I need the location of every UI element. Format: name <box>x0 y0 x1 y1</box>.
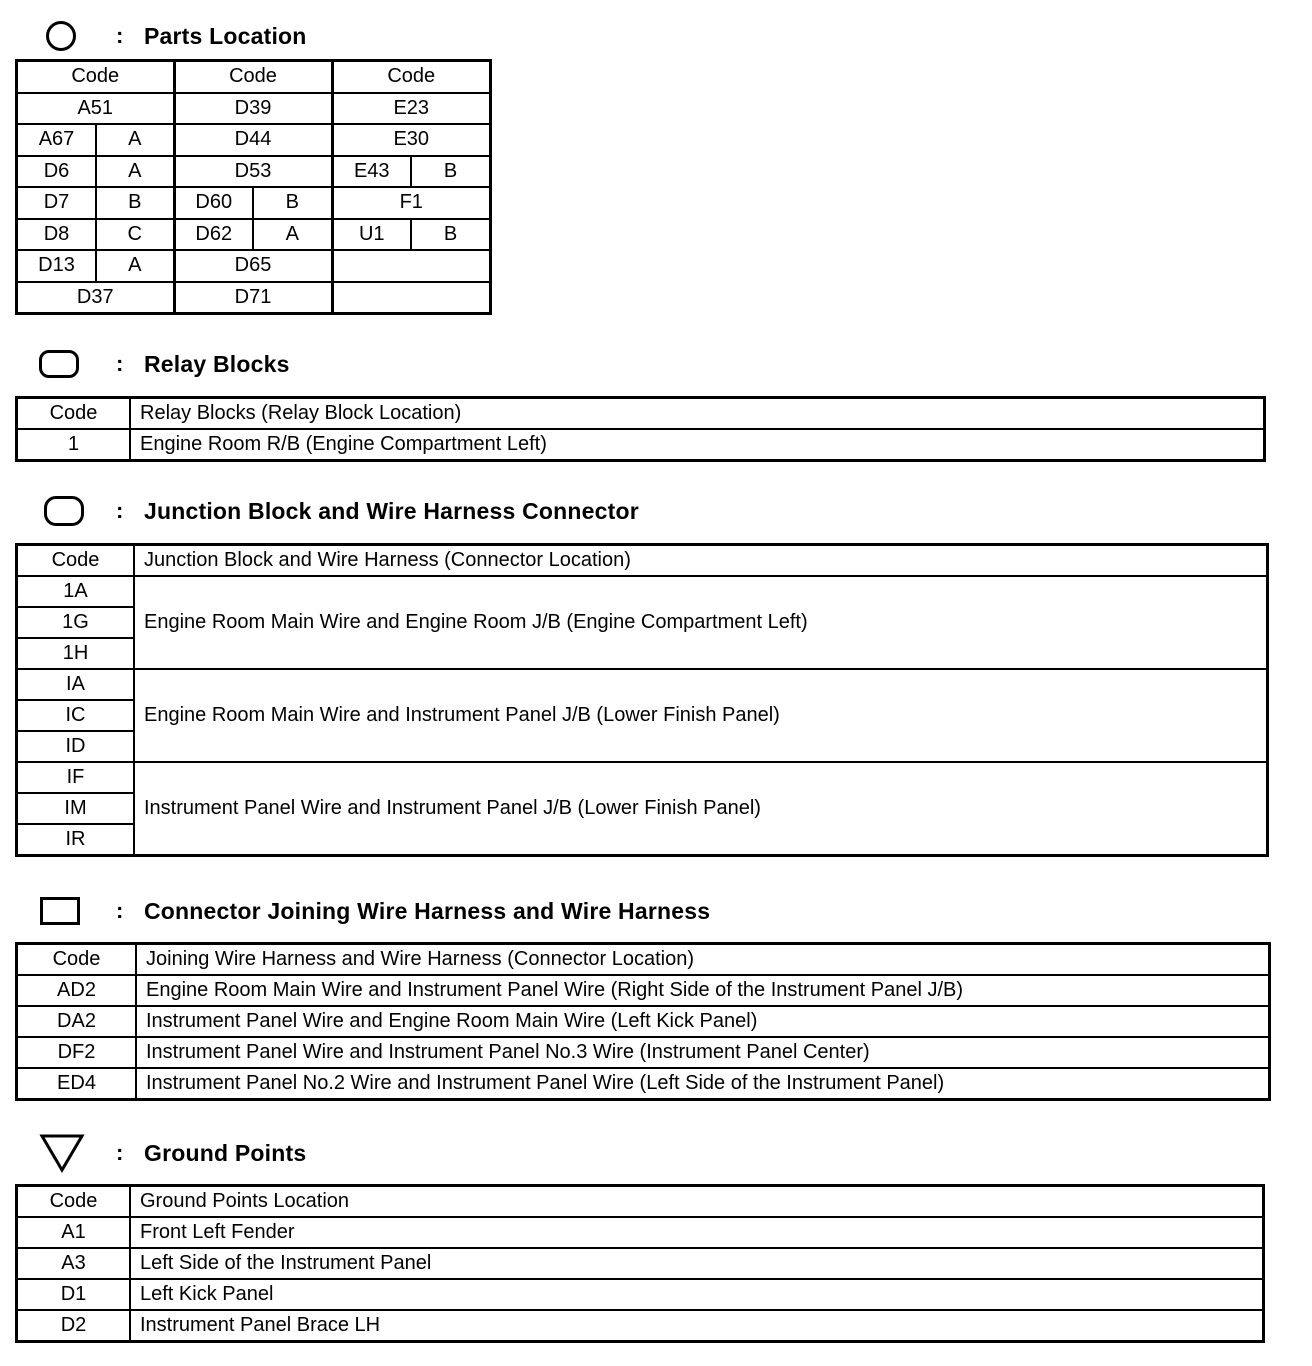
code-cell: D8 <box>17 219 96 251</box>
code-cell: E30 <box>332 124 490 156</box>
code-cell: AD2 <box>17 975 136 1006</box>
code-cell: D71 <box>174 282 332 314</box>
code-cell: DA2 <box>17 1006 136 1037</box>
table-row <box>17 93 490 125</box>
table-header-row <box>17 398 1264 429</box>
code-cell: ID <box>17 731 134 762</box>
table-row <box>17 1068 1269 1099</box>
sub-cell: A <box>253 219 332 251</box>
sub-cell: C <box>96 219 174 251</box>
table-header-row <box>17 1186 1263 1217</box>
code-cell: IR <box>17 824 134 855</box>
table-header-row <box>17 545 1267 576</box>
code-cell: D53 <box>174 156 332 188</box>
section-title: Relay Blocks <box>144 350 290 377</box>
code-cell: D6 <box>17 156 96 188</box>
header-code-cell: Code <box>17 545 134 576</box>
rounded-rect-icon <box>38 344 94 384</box>
table-row <box>17 1248 1263 1279</box>
desc-cell: Engine Room R/B (Engine Compartment Left) <box>130 429 1264 460</box>
ground-points-table <box>16 1185 1264 1342</box>
relay-blocks-table <box>16 397 1265 461</box>
code-cell: D44 <box>174 124 332 156</box>
code-cell: ED4 <box>17 1068 136 1099</box>
table-row <box>17 1006 1269 1037</box>
sub-cell: A <box>96 124 174 156</box>
header-code-cell: Code <box>17 944 136 975</box>
table-row <box>17 1217 1263 1248</box>
desc-cell: Instrument Panel Wire and Instrument Panel No.3 Wire (Instrument Panel Center) <box>136 1037 1269 1068</box>
code-cell: D62 <box>174 219 253 251</box>
code-cell: IF <box>17 762 134 793</box>
code-cell: D39 <box>174 93 332 125</box>
relay-blocks-header <box>38 344 290 384</box>
table-header-row <box>17 61 490 93</box>
header-code-cell: Code <box>17 398 130 429</box>
code-cell: D1 <box>17 1279 130 1310</box>
code-cell: 1 <box>17 429 130 460</box>
code-cell: E43 <box>332 156 411 188</box>
table-row <box>17 669 1267 700</box>
table-header-row <box>17 944 1269 975</box>
connector-table <box>16 943 1270 1100</box>
code-cell: 1H <box>17 638 134 669</box>
desc-cell: Left Side of the Instrument Panel <box>130 1248 1263 1279</box>
table-row <box>17 282 490 314</box>
table-row <box>17 576 1267 607</box>
table-row <box>17 429 1264 460</box>
ground-points-header <box>38 1133 306 1173</box>
desc-cell: Instrument Panel No.2 Wire and Instrument Panel Wire (Left Side of the Instrument Panel) <box>136 1068 1269 1099</box>
code-cell: E23 <box>332 93 490 125</box>
table-row <box>17 975 1269 1006</box>
header-desc-cell: Ground Points Location <box>130 1186 1263 1217</box>
desc-cell: Engine Room Main Wire and Instrument Panel Wire (Right Side of the Instrument Panel J/B) <box>136 975 1269 1006</box>
code-cell: 1A <box>17 576 134 607</box>
table-row <box>17 1310 1263 1341</box>
sub-cell: B <box>411 219 490 251</box>
desc-cell: Instrument Panel Wire and Engine Room Main Wire (Left Kick Panel) <box>136 1006 1269 1037</box>
sub-cell: B <box>96 187 174 219</box>
table-row <box>17 187 490 219</box>
table-row <box>17 1037 1269 1068</box>
section-title: Junction Block and Wire Harness Connector <box>144 497 639 524</box>
header-desc-cell: Relay Blocks (Relay Block Location) <box>130 398 1264 429</box>
junction-block-header <box>38 491 639 531</box>
sub-cell: B <box>411 156 490 188</box>
code-cell: A51 <box>17 93 174 125</box>
parts-location-header <box>38 16 307 56</box>
code-cell: D65 <box>174 250 332 282</box>
desc-cell: Engine Room Main Wire and Engine Room J/B (Engine Compartment Left) <box>134 576 1267 669</box>
table-row <box>17 124 490 156</box>
table-row <box>17 156 490 188</box>
code-cell: IA <box>17 669 134 700</box>
section-title: Parts Location <box>144 22 307 49</box>
code-cell: A3 <box>17 1248 130 1279</box>
table-row <box>17 219 490 251</box>
code-cell: DF2 <box>17 1037 136 1068</box>
code-cell <box>332 250 490 282</box>
desc-cell: Instrument Panel Wire and Instrument Panel J/B (Lower Finish Panel) <box>134 762 1267 855</box>
header-desc-cell: Junction Block and Wire Harness (Connector Location) <box>134 545 1267 576</box>
code-cell: D60 <box>174 187 253 219</box>
circle-icon <box>38 16 94 56</box>
table-row <box>17 762 1267 793</box>
header-cell: Code <box>174 61 332 93</box>
section-colon: : <box>116 351 124 376</box>
junction-block-table <box>16 544 1268 856</box>
section-colon: : <box>116 498 124 523</box>
desc-cell: Instrument Panel Brace LH <box>130 1310 1263 1341</box>
section-title: Ground Points <box>144 1139 307 1166</box>
sub-cell: A <box>96 156 174 188</box>
code-cell: A67 <box>17 124 96 156</box>
code-cell: F1 <box>332 187 490 219</box>
code-cell: 1G <box>17 607 134 638</box>
sub-cell: B <box>253 187 332 219</box>
code-cell: D13 <box>17 250 96 282</box>
connector-header <box>38 891 710 931</box>
code-cell: A1 <box>17 1217 130 1248</box>
header-code-cell: Code <box>17 1186 130 1217</box>
table-row <box>17 250 490 282</box>
desc-cell: Front Left Fender <box>130 1217 1263 1248</box>
square-icon <box>38 891 94 931</box>
code-cell: D37 <box>17 282 174 314</box>
section-colon: : <box>116 1140 124 1165</box>
section-colon: : <box>116 23 124 48</box>
header-desc-cell: Joining Wire Harness and Wire Harness (Connector Location) <box>136 944 1269 975</box>
code-cell: IC <box>17 700 134 731</box>
code-cell: D7 <box>17 187 96 219</box>
code-cell: IM <box>17 793 134 824</box>
code-cell <box>332 282 490 314</box>
desc-cell: Left Kick Panel <box>130 1279 1263 1310</box>
section-colon: : <box>116 898 124 923</box>
triangle-down-icon <box>38 1133 94 1173</box>
desc-cell: Engine Room Main Wire and Instrument Panel J/B (Lower Finish Panel) <box>134 669 1267 762</box>
section-title: Connector Joining Wire Harness and Wire Harness <box>144 897 711 924</box>
parts-location-table <box>16 60 491 314</box>
code-cell: D2 <box>17 1310 130 1341</box>
header-cell: Code <box>332 61 490 93</box>
header-cell: Code <box>17 61 174 93</box>
oval-icon <box>38 491 94 531</box>
code-cell: U1 <box>332 219 411 251</box>
table-row <box>17 1279 1263 1310</box>
sub-cell: A <box>96 250 174 282</box>
